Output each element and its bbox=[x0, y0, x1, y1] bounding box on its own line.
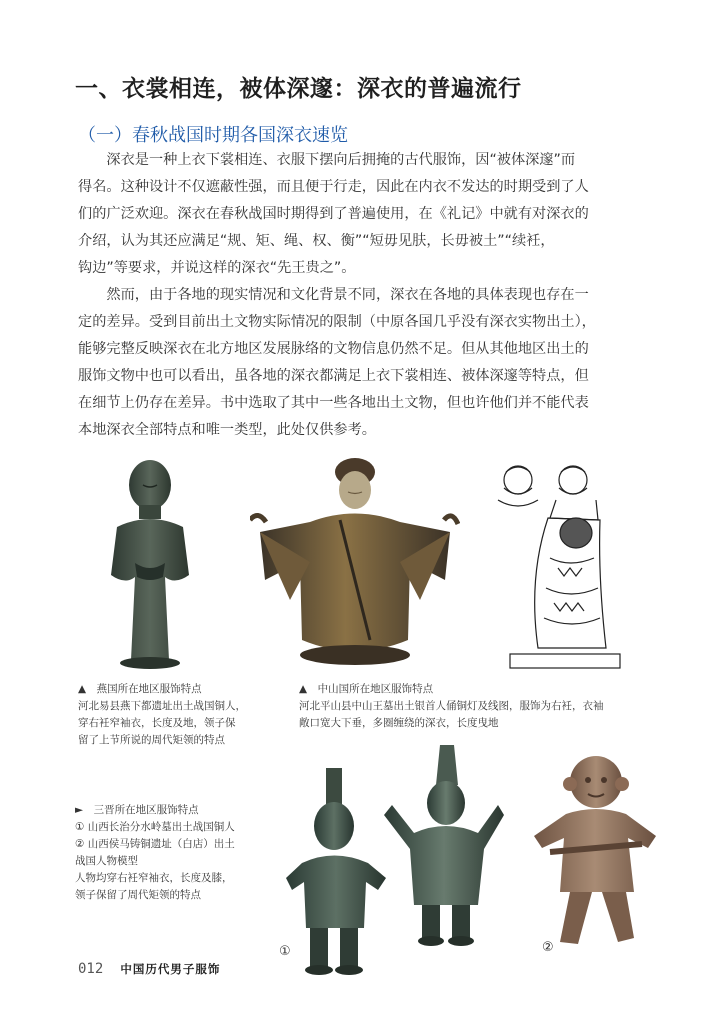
text-line: 能够完整反映深衣在北方地区发展脉络的文物信息仍然不足。但从其他地区出土的 bbox=[78, 341, 589, 357]
sanjin-bronze-figure-middle-image bbox=[380, 745, 505, 950]
text-line: 深衣是一种上衣下裳相连、衣服下摆向后拥掩的古代服饰，因“被体深邃”而 bbox=[78, 152, 576, 168]
text-line: 然而，由于各地的现实情况和文化背景不同，深衣在各地的具体表现也存在一 bbox=[78, 287, 589, 303]
text-line: 们的广泛欢迎。深衣在春秋战国时期得到了普遍使用，在《礼记》中就有对深衣的 bbox=[78, 206, 589, 222]
sanjin-bronze-figure-1-image bbox=[282, 768, 392, 978]
caption-line: 战国人物模型 bbox=[75, 855, 138, 867]
zhongshan-lamp-figure-image bbox=[250, 450, 460, 672]
caption-sanjin bbox=[75, 802, 235, 904]
paragraph-1 bbox=[78, 147, 648, 282]
text-line: 服饰文物中也可以看出，虽各地的深衣都满足上衣下裳相连、被体深邃等特点，但 bbox=[78, 368, 589, 384]
caption-line: 穿右衽窄袖衣，长度及地，领子保 bbox=[78, 717, 236, 729]
text-line: 定的差异。受到目前出土文物实际情况的限制（中原各国几乎没有深衣实物出土）， bbox=[78, 314, 596, 330]
caption-line: ▲ 中山国所在地区服饰特点 bbox=[299, 683, 434, 695]
caption-line: 河北平山县中山王墓出土银首人俑铜灯及线图，服饰为右衽，衣袖 bbox=[299, 700, 604, 712]
marker-two: ② bbox=[542, 940, 554, 955]
caption-line: ② 山西侯马铸铜遗址（白店）出土 bbox=[75, 838, 235, 850]
paragraph-2 bbox=[78, 282, 648, 444]
caption-line: ① 山西长治分水岭墓出土战国铜人 bbox=[75, 821, 235, 833]
chapter-heading: 一、衣裳相连，被体深邃：深衣的普遍流行 bbox=[75, 75, 522, 102]
caption-zhongshan bbox=[299, 681, 604, 732]
text-line: 钩边”等要求，并说这样的深衣“先王贵之”。 bbox=[78, 260, 356, 276]
yan-bronze-figure-image bbox=[95, 455, 205, 670]
book-title: 中国历代男子服饰 bbox=[120, 962, 221, 976]
caption-line: 领子保留了周代矩领的特点 bbox=[75, 889, 201, 901]
text-line: 得名。这种设计不仅遮蔽性强，而且便于行走，因此在内衣不发达的时期受到了人 bbox=[78, 179, 589, 195]
caption-line: ► 三晋所在地区服饰特点 bbox=[75, 804, 199, 816]
zhongshan-line-drawing-image bbox=[488, 458, 628, 674]
page-number: 012 bbox=[78, 961, 104, 977]
marker-one: ① bbox=[279, 944, 291, 959]
caption-line: 敞口宽大下垂，多圈缠绕的深衣，长度曳地 bbox=[299, 717, 499, 729]
text-line: 在细节上仍存在差异。书中选取了其中一些各地出土文物，但也许他们并不能代表 bbox=[78, 395, 589, 411]
text-line: 介绍，认为其还应满足“规、矩、绳、权、衡”“短毋见肤，长毋被土”“续衽， bbox=[78, 233, 555, 249]
caption-line: 人物均穿右衽窄袖衣，长度及膝， bbox=[75, 872, 233, 884]
caption-yan bbox=[78, 681, 246, 749]
caption-line: 留了上节所说的周代矩领的特点 bbox=[78, 734, 225, 746]
caption-line: 河北易县燕下都遗址出土战国铜人， bbox=[78, 700, 246, 712]
section-heading: （一）春秋战国时期各国深衣速览 bbox=[78, 125, 348, 146]
text-line: 本地深衣全部特点和唯一类型，此处仅供参考。 bbox=[78, 422, 376, 438]
sanjin-clay-model-image bbox=[530, 752, 660, 952]
caption-line: ▲ 燕国所在地区服饰特点 bbox=[78, 683, 202, 695]
page-footer bbox=[78, 958, 220, 977]
